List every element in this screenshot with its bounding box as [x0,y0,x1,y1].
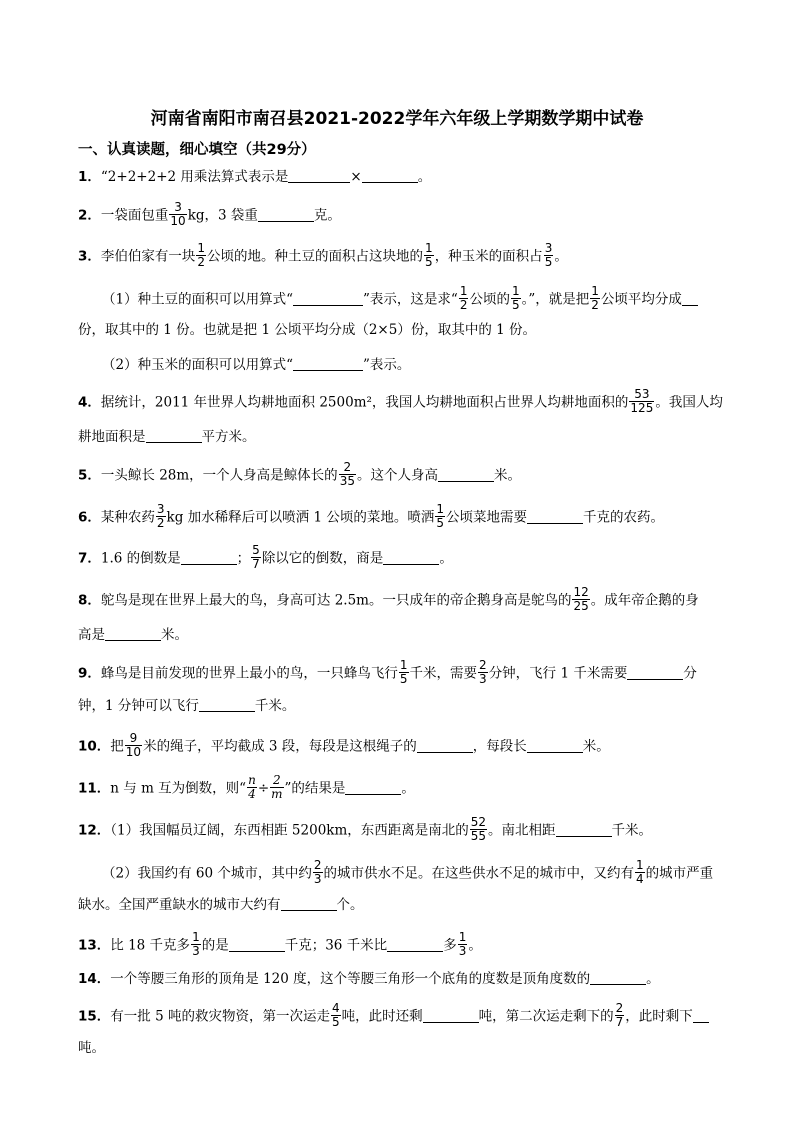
fraction: $\frac{1}{2}$ [459,284,468,312]
answer-blank[interactable] [281,896,337,911]
fraction: $\frac{1}{5}$ [511,284,520,312]
question-3-part-1-cont: 份，取其中的 1 份。也就是把 1 公顷平均分成（2×5）份，取其中的 1 份。 [78,322,537,338]
answer-blank[interactable] [590,970,646,985]
answer-blank[interactable] [693,1008,709,1023]
question-5: 5．一头鲸长 28m，一个人身高是鲸体长的 $\frac{2}{35}$ 。这个人身高 米。 [78,460,521,488]
question-11: 11．n 与 m 互为倒数，则“ $\frac{n}{4}$ ÷ $\frac{2}{m}$ ”的结果是 。 [78,773,415,801]
question-4-cont: 耕地面积是 平方米。 [78,429,256,445]
answer-blank[interactable] [438,467,494,482]
fraction: $\frac{2}{35}$ [339,460,355,488]
answer-blank[interactable] [345,780,401,795]
answer-blank[interactable] [423,1008,479,1023]
fraction: $\frac{1}{5}$ [425,241,433,269]
question-12-part-2-cont: 缺水。全国严重缺水的城市大约有 个。 [78,897,364,913]
question-8-cont: 高是 米。 [78,627,188,643]
question-12: 12．（1）我国幅员辽阔，东西相距 5200km，东西距离是南北的 $\frac{52}{55}$ 。南北相距 千米。 [78,815,653,843]
fraction: $\frac{53}{125}$ [630,387,654,415]
page-title: 河南省南阳市南召县2021-2022学年六年级上学期数学期中试卷 [150,109,644,129]
answer-blank[interactable] [362,168,418,183]
fraction: $\frac{1}{5}$ [399,658,408,686]
answer-blank[interactable] [293,291,363,306]
fraction: $\frac{5}{7}$ [252,543,260,571]
fraction: $\frac{1}{2}$ [197,241,206,269]
question-15-cont: 吨。 [78,1040,105,1056]
section-heading: 一、认真读题，细心填空（共29分） [78,142,316,158]
answer-blank[interactable] [288,168,350,183]
fraction: $\frac{2}{7}$ [615,1001,624,1029]
fraction: $\frac{4}{5}$ [331,1001,340,1029]
fraction: $\frac{1}{4}$ [636,858,644,886]
fraction: $\frac{1}{3}$ [192,930,200,958]
question-6: 6．某种农药 $\frac{3}{2}$ kg 加水稀释后可以喷洒 1 公顷的菜地。喷洒 $\frac{1}{5}$ 公顷菜地需要 千克的农药。 [78,502,664,530]
fraction: $\frac{3}{10}$ [170,200,186,228]
answer-blank[interactable] [383,550,439,565]
answer-blank[interactable] [556,822,612,837]
question-7: 7．1.6 的倒数是 ； $\frac{5}{7}$ 除以它的倒数，商是 。 [78,543,453,571]
question-3: 3．李伯伯家有一块 $\frac{1}{2}$ 公顷的地。种土豆的面积占这块地的 $\frac{1}{5}$ ，种玉米的面积占 $\frac{3}{5}$ 。 [78,241,568,269]
fraction: $\frac{2}{3}$ [479,658,487,686]
fraction: $\frac{2}{m}$ [271,773,283,801]
answer-blank[interactable] [258,207,314,222]
answer-blank[interactable] [229,937,285,952]
answer-blank[interactable] [387,937,443,952]
question-3-part-1: （1）种土豆的面积可以用算式“ ”表示，这是求“ $\frac{1}{2}$ 公顷的 $\frac{1}{5}$ 。”，就是把 $\frac{1}{2}$ 公顷平均分成 [102,287,698,313]
answer-blank[interactable] [181,550,237,565]
answer-blank[interactable] [199,697,255,712]
fraction: $\frac{1}{3}$ [458,930,467,958]
question-9-cont: 钟，1 分钟可以飞行 千米。 [78,698,296,714]
question-14: 14．一个等腰三角形的顶角是 120 度，这个等腰三角形一个底角的度数是顶角度数的 。 [78,971,660,987]
answer-blank[interactable] [527,738,583,753]
question-9: 9．蜂鸟是目前发现的世界上最小的鸟，一只蜂鸟飞行 $\frac{1}{5}$ 千米，需要 $\frac{2}{3}$ 分钟，飞行 1 千米需要 分 [78,658,697,686]
question-1: 1．“2+2+2+2 用乘法算式表示是 × 。 [78,169,432,185]
fraction: $\frac{52}{55}$ [470,815,487,843]
question-12-part-2: （2）我国约有 60 个城市，其中约 $\frac{2}{3}$ 的城市供水不足。在这些供水不足的城市中，又约有 $\frac{1}{4}$ 的城市严重 [102,858,714,886]
question-4: 4．据统计，2011 年世界人均耕地面积 2500m²，我国人均耕地面积占世界人均耕地面积的 $\frac{53}{125}$ 。我国人均 [78,387,723,415]
question-10: 10．把 $\frac{9}{10}$ 米的绳子，平均截成 3 段，每段是这根绳子的 ，每段长 米。 [78,731,610,759]
answer-blank[interactable] [627,665,683,680]
answer-blank[interactable] [105,626,161,641]
answer-blank[interactable] [682,291,698,306]
question-15: 15．有一批 5 吨的救灾物资，第一次运走 $\frac{4}{5}$ 吨，此时还剩 吨，第二次运走剩下的 $\frac{2}{7}$ ，此时剩下 [78,1004,709,1030]
fraction: $\frac{3}{5}$ [544,241,553,269]
answer-blank[interactable] [527,509,583,524]
fraction: $\frac{1}{2}$ [591,284,599,312]
fraction: $\frac{n}{4}$ [248,773,256,801]
question-3-part-2: （2）种玉米的面积可以用算式“ ”表示。 [102,357,411,373]
question-13: 13．比 18 千克多 $\frac{1}{3}$ 的是 千克；36 千米比 多 $\frac{1}{3}$ 。 [78,930,482,958]
fraction: $\frac{12}{25}$ [573,585,589,613]
answer-blank[interactable] [417,738,473,753]
answer-blank[interactable] [146,428,202,443]
answer-blank[interactable] [293,356,363,371]
fraction: $\frac{9}{10}$ [125,731,142,759]
fraction: $\frac{1}{5}$ [436,502,444,530]
fraction: $\frac{3}{2}$ [156,502,165,530]
question-2: 2．一袋面包重 $\frac{3}{10}$ kg，3 袋重 克。 [78,200,341,228]
question-8: 8．鸵鸟是现在世界上最大的鸟，身高可达 2.5m。一只成年的帝企鹅身高是鸵鸟的 $\frac{12}{25}$ 。成年帝企鹅的身 [78,585,699,613]
fraction: $\frac{2}{3}$ [313,858,322,886]
